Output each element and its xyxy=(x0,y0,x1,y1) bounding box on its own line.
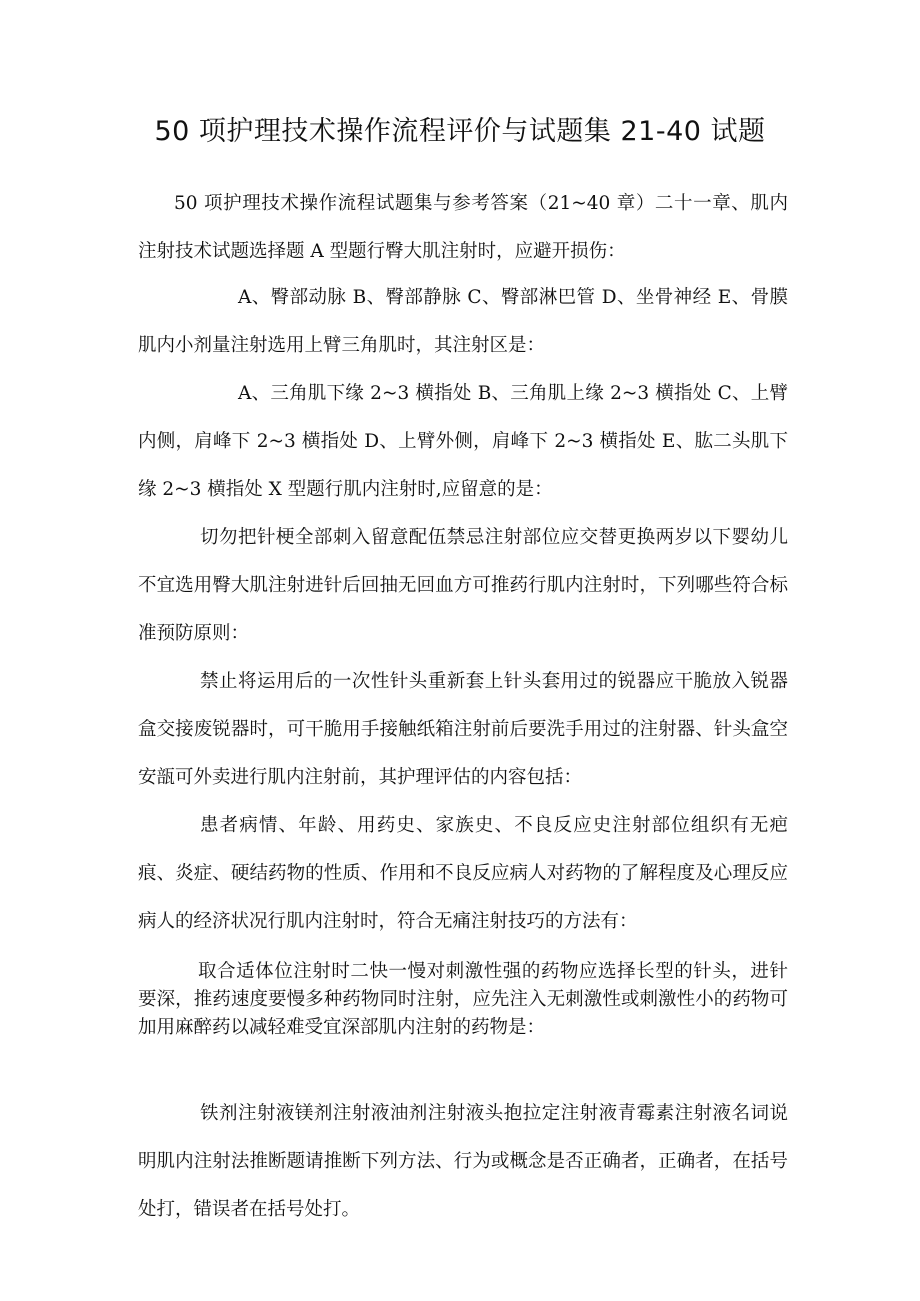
paragraph-answer-3: 患者病情、年龄、用药史、家族史、不良反应史注射部位组织有无疤痕、炎症、硬结药物的性质、作用和不良反应病人对药物的了解程度及心理反应病人的经济状况行肌内注射时，符合无痛注射技巧的方法有： xyxy=(138,815,788,932)
paragraph-options-1: A、臀部动脉 B、臀部静脉 C、臀部淋巴管 D、坐骨神经 E、骨膜肌内小剂量注射选用上臂三角肌时，其注射区是： xyxy=(138,287,788,356)
paragraph-answer-5: 铁剂注射液镁剂注射液油剂注射液头抱拉定注射液青霉素注射液名词说明肌内注射法推断题请推断下列方法、行为或概念是否正确者，正确者，在括号处打，错误者在括号处打。 xyxy=(138,1103,788,1220)
document-title: 50 项护理技术操作流程评价与试题集 21-40 试题 xyxy=(154,116,766,147)
paragraph-answer-2: 禁止将运用后的一次性针头重新套上针头套用过的锐器应干脆放入锐器盒交接废锐器时，可干脆用手接触纸箱注射前后要洗手用过的注射器、针头盒空安瓿可外卖进行肌内注射前，其护理评估的内容包括： xyxy=(138,671,788,788)
paragraph-options-2: A、三角肌下缘 2~3 横指处 B、三角肌上缘 2~3 横指处 C、上臂内侧，肩峰下 2~3 横指处 D、上臂外侧，肩峰下 2~3 横指处 E、肱二头肌下缘 2~3 横指处 X 型题行肌内注射时,应留意的是： xyxy=(138,383,788,500)
paragraph-answer-1: 切勿把针梗全部刺入留意配伍禁忌注射部位应交替更换两岁以下婴幼儿不宜选用臀大肌注射进针后回抽无回血方可推药行肌内注射时，下列哪些符合标准预防原则： xyxy=(138,527,788,644)
paragraph-intro: 50 项护理技术操作流程试题集与参考答案（21~40 章）二十一章、肌内注射技术试题选择题 A 型题行臀大肌注射时，应避开损伤： xyxy=(138,193,788,262)
paragraph-answer-4: 取合适体位注射时二快一慢对刺激性强的药物应选择长型的针头，进针要深，推药速度要慢多种药物同时注射，应先注入无刺激性或刺激性小的药物可加用麻醉药以减轻难受宜深部肌内注射的药物是： xyxy=(138,961,788,1038)
